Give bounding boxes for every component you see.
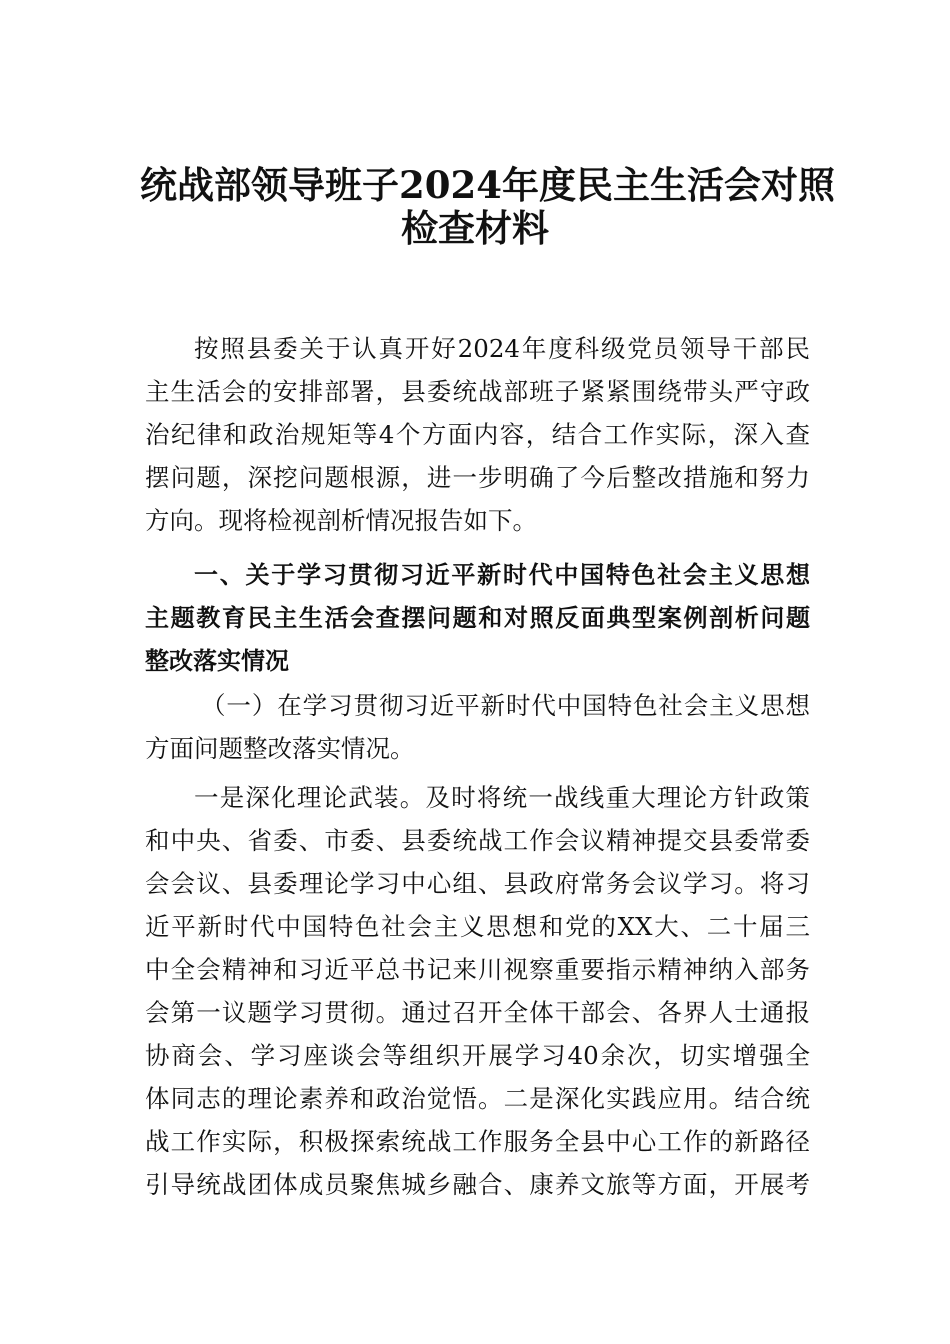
text-line: 方面问题整改落实情况。: [145, 734, 415, 763]
subsection-heading: [145, 684, 810, 770]
text-line: 体同志的理论素养和政治觉悟。二是深化实践应用。结合统: [145, 1084, 810, 1113]
text-line: 摆问题，深挖问题根源，进一步明确了今后整改措施和努力: [145, 463, 810, 492]
text-line: 近平新时代中国特色社会主义思想和党的XX大、二十届三: [145, 912, 810, 941]
intro-paragraph: [145, 327, 810, 542]
text-line: 会第一议题学习贯彻。通过召开全体干部会、各界人士通报: [145, 998, 810, 1027]
text-line: 按照县委关于认真开好2024年度科级党员领导干部民: [194, 334, 810, 363]
text-line: 引导统战团体成员聚焦城乡融合、康养文旅等方面，开展考: [145, 1170, 810, 1199]
heading-line: 主题教育民主生活会查摆问题和对照反面典型案例剖析问题: [145, 604, 810, 632]
section-heading: [145, 554, 810, 683]
text-line: 会会议、县委理论学习中心组、县政府常务会议学习。将习: [145, 869, 810, 898]
text-line: 战工作实际，积极探索统战工作服务全县中心工作的新路径: [145, 1127, 810, 1156]
text-line: 一是深化理论武装。及时将统一战线重大理论方针政策: [194, 783, 810, 812]
text-line: 主生活会的安排部署，县委统战部班子紧紧围绕带头严守政: [145, 377, 810, 406]
text-line: 中全会精神和习近平总书记来川视察重要指示精神纳入部务: [145, 955, 810, 984]
document-title-line-1: 统战部领导班子2024年度民主生活会对照: [140, 163, 835, 207]
document-title-line-2: 检查材料: [401, 206, 549, 250]
text-line: （一）在学习贯彻习近平新时代中国特色社会主义思想: [201, 691, 810, 720]
body-paragraph: [145, 776, 810, 1206]
heading-line: 整改落实情况: [145, 647, 289, 675]
text-line: 治纪律和政治规矩等4个方面内容，结合工作实际，深入查: [145, 420, 810, 449]
text-line: 协商会、学习座谈会等组织开展学习40余次，切实增强全: [145, 1041, 810, 1070]
text-line: 和中央、省委、市委、县委统战工作会议精神提交县委常委: [145, 826, 810, 855]
heading-line: 一、关于学习贯彻习近平新时代中国特色社会主义思想: [194, 561, 810, 589]
text-line: 方向。现将检视剖析情况报告如下。: [145, 506, 537, 535]
